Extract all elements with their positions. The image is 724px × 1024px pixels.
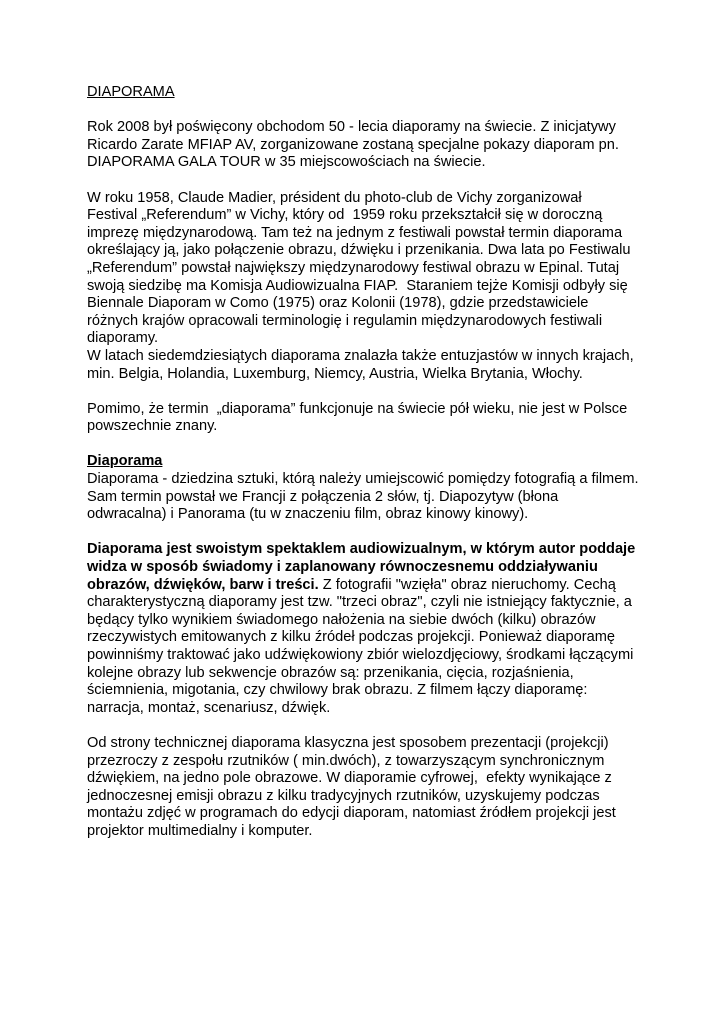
technical-line: Od strony technicznej diaporama klasyczna jest sposobem prezentacji (projekcji) — [87, 734, 609, 751]
intro-line: Ricardo Zarate MFIAP AV, zorganizowane zostaną specjalne pokazy diaporam pn. — [87, 136, 619, 153]
paragraph-gap — [87, 172, 647, 190]
poland-line: powszechnie znany. — [87, 418, 218, 435]
history-line: Festival „Referendum” w Vichy, który od 1959 roku przekształcił się w doroczną — [87, 207, 603, 224]
document-title: DIAPORAMA — [87, 84, 175, 100]
bold-phrase: obrazów, dźwięków, barw i treści. — [87, 576, 319, 593]
technical-line: jednoczesnej emisji obrazu z kilku tradycyjnych rzutników, uzyskujemy podczas — [87, 787, 600, 804]
paragraph-gap — [87, 383, 647, 401]
history-line: „Referendum” powstał największy międzynarodowy festiwal obrazu w Epinal. Tutaj — [87, 259, 620, 276]
third-image-line: charakterystyczną diaporamy jest tzw. "trzeci obraz", czyli nie istniejący faktycznie, a — [87, 594, 632, 611]
technical-line: dźwiękiem, na jedno pole obrazowe. W diaporamie cyfrowej, efekty wynikające z — [87, 770, 612, 787]
technical-line: przezroczy z zespołu rzutników ( min.dwóch), z towarzyszącym synchronicznym — [87, 752, 605, 769]
third-image-line: narracja, montaż, scenariusz, dźwięk. — [87, 699, 331, 716]
intro-paragraph — [87, 119, 647, 172]
definition-line: odwracalna) i Panorama (tu w znaczeniu film, obraz kinowy kinowy). — [87, 506, 529, 523]
history-line: diaporamy. — [87, 330, 159, 347]
history-line: Biennale Diaporam w Como (1975) oraz Kolonii (1978), gdzie przedstawiciele — [87, 295, 589, 312]
third-image-line: kolejne obrazy lub sekwencje obrazów są: przenikania, cięcia, rozjaśnienia, — [87, 664, 574, 681]
third-image-paragraph — [87, 541, 647, 717]
intro-line: Rok 2008 był poświęcony obchodom 50 - lecia diaporamy na świecie. Z inicjatywy — [87, 119, 616, 136]
section-heading: Diaporama — [87, 453, 163, 470]
intro-line: DIAPORAMA GALA TOUR w 35 miejscowościach na świecie. — [87, 154, 486, 171]
paragraph-gap — [87, 436, 647, 454]
plain-phrase: Z fotografii "wzięła" obraz nieruchomy. Cechą — [318, 576, 616, 593]
poland-line: Pomimo, że termin „diaporama” funkcjonuje na świecie pół wieku, nie jest w Polsce — [87, 400, 628, 417]
paragraph-gap — [87, 524, 647, 542]
bold-line: Diaporama jest swoistym spektaklem audiowizualnym, w którym autor poddaje — [87, 541, 636, 558]
history-line: różnych krajów opracowali terminologię i regulamin międzynarodowych festiwali — [87, 312, 603, 329]
document-page — [87, 84, 647, 841]
poland-paragraph — [87, 401, 647, 436]
technical-paragraph — [87, 735, 647, 841]
history-line: swoją siedzibę ma Komisja Audiowizualna FIAP. Staraniem tejże Komisji odbyły się — [87, 277, 628, 294]
paragraph-gap — [87, 717, 647, 735]
technical-line: montażu zdjęć w programach do edycji diaporam, natomiast źródłem projekcji jest — [87, 805, 616, 822]
technical-line: projektor multimedialny i komputer. — [87, 822, 313, 839]
bold-line: widza w sposób świadomy i zaplanowany równoczesnemu oddziaływaniu — [87, 559, 598, 576]
definition-line: Diaporama - dziedzina sztuki, którą należy umiejscowić pomiędzy fotografią a filmem. — [87, 471, 639, 488]
definition-paragraph — [87, 471, 647, 524]
definition-line: Sam termin powstał we Francji z połączenia 2 słów, tj. Diapozytyw (błona — [87, 488, 559, 505]
third-image-line: powinniśmy traktować jako udźwiękowiony zbiór wielozdjęciowy, środkami łączącymi — [87, 647, 634, 663]
history-line: imprezę międzynarodową. Tam też na jednym z festiwali powstał termin diaporama — [87, 224, 623, 241]
history-line: W latach siedemdziesiątych diaporama znalazła także entuzjastów w innych krajach, — [87, 347, 634, 364]
history-paragraph — [87, 190, 647, 384]
paragraph-gap — [87, 102, 647, 120]
third-image-line: rzeczywistych emitowanych z kilku źródeł podczas projekcji. Ponieważ diaporamę — [87, 629, 616, 646]
history-line: min. Belgia, Holandia, Luxemburg, Niemcy, Austria, Wielka Brytania, Włochy. — [87, 365, 583, 382]
history-line: W roku 1958, Claude Madier, président du photo-club de Vichy zorganizował — [87, 189, 582, 206]
third-image-line: będący tylko wynikiem świadomego nałożenia na siebie dwóch (kilku) obrazów — [87, 611, 596, 628]
history-line: określający ją, jako połączenie obrazu, dźwięku i przenikania. Dwa lata po Festiwalu — [87, 242, 631, 259]
mixed-line — [87, 577, 647, 595]
third-image-line: ściemnienia, migotania, czy chwilowy brak obrazu. Z filmem łączy diaporamę: — [87, 682, 588, 699]
